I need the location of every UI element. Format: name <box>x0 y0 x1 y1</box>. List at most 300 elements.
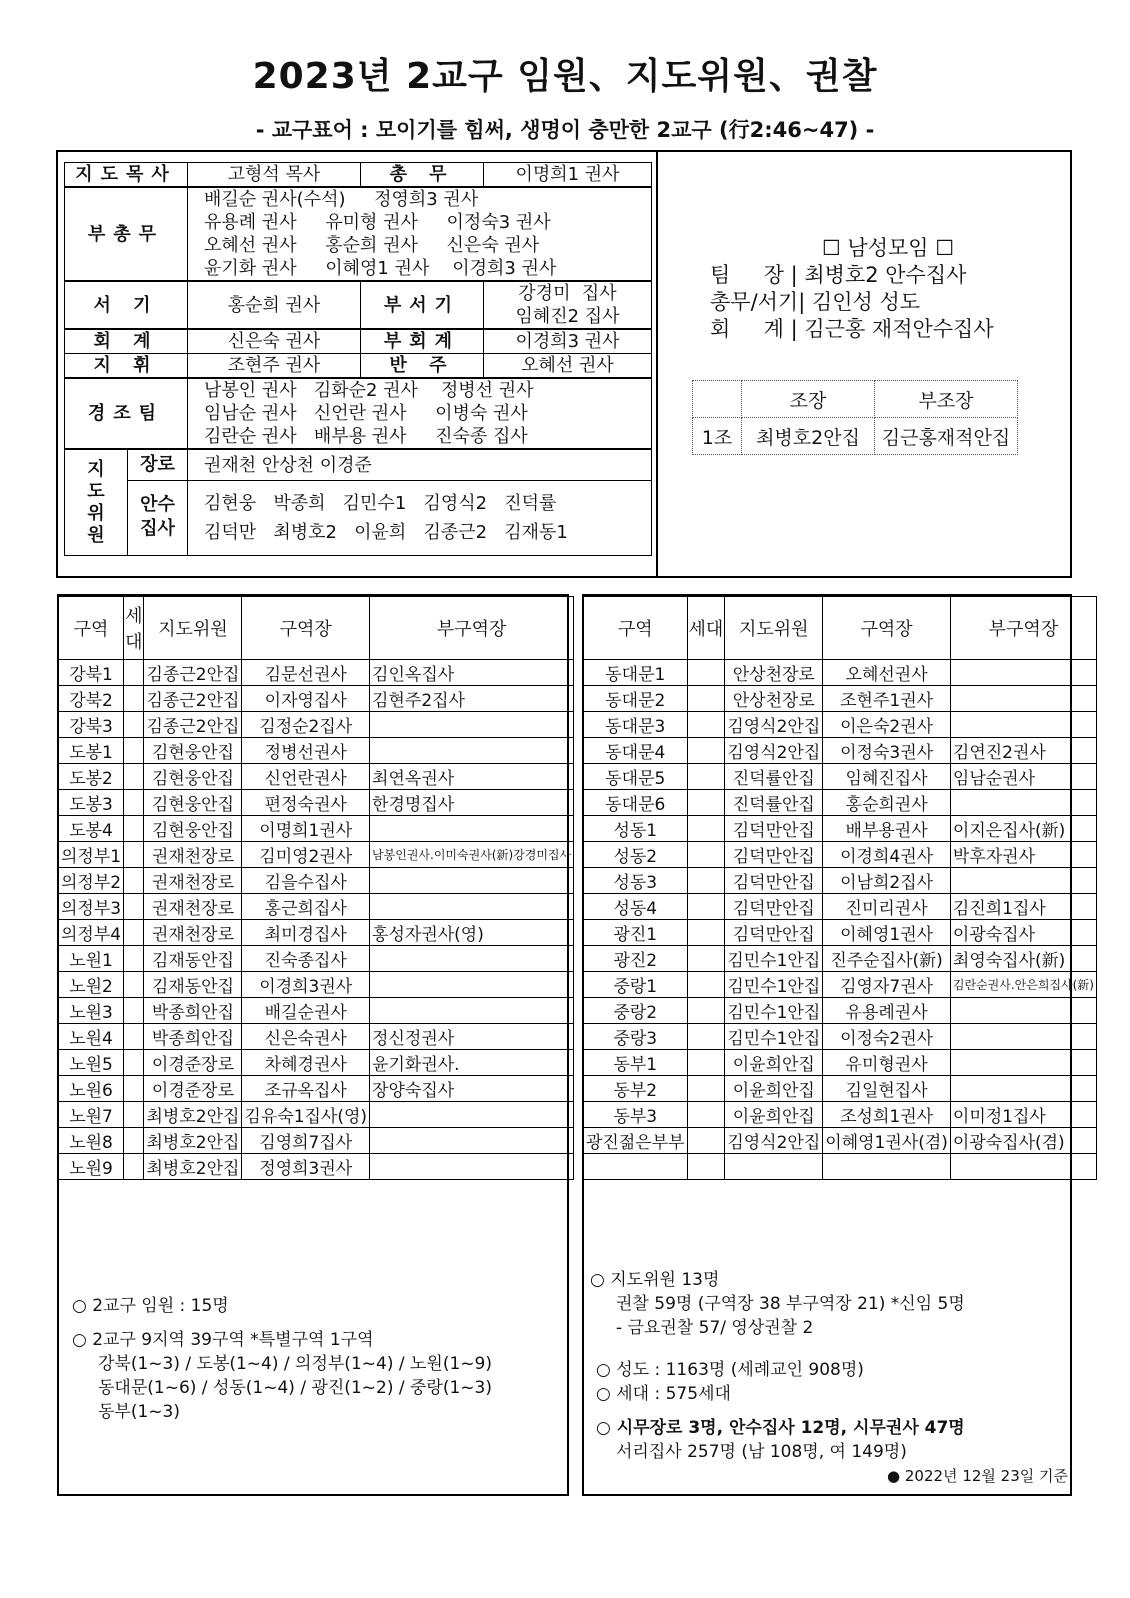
table-cell: 도봉4 <box>59 816 124 842</box>
advisors-header: 지 도 위 원 <box>65 450 128 555</box>
table-cell: 권재천장로 <box>144 842 242 868</box>
table-cell <box>370 712 574 738</box>
table-cell: 안상천장로 <box>725 686 823 712</box>
table-cell: 김종근2안집 <box>144 660 242 686</box>
left-district-table <box>58 596 574 1180</box>
table-row <box>584 1128 1097 1154</box>
officer-header: 경조팀 <box>65 378 188 449</box>
table-cell: 김인옥집사 <box>370 660 574 686</box>
table-cell: 김일현집사 <box>823 1076 951 1102</box>
officers-table <box>64 162 652 556</box>
table-cell <box>687 972 725 998</box>
page-title: 2023년 2교구 임원、지도위원、권찰 <box>252 56 878 97</box>
table-cell: 최미경집사 <box>242 920 370 946</box>
table-cell <box>370 998 574 1024</box>
note-line: 강북(1~3) / 도봉(1~4) / 의정부(1~4) / 노원(1~9) <box>98 1354 492 1374</box>
table-cell: 최연옥권사 <box>370 764 574 790</box>
table-row <box>59 920 574 946</box>
table-cell <box>950 790 1096 816</box>
table-cell: 박후자권사 <box>950 842 1096 868</box>
table-cell: 노원3 <box>59 998 124 1024</box>
table-cell: 성동4 <box>584 894 688 920</box>
table-cell: 배부용권사 <box>823 816 951 842</box>
table-cell <box>370 738 574 764</box>
table-cell <box>687 712 725 738</box>
table-cell: 김진희1집사 <box>950 894 1096 920</box>
table-cell: 배길순권사 <box>242 998 370 1024</box>
table-cell: 진미리권사 <box>823 894 951 920</box>
table-cell <box>124 946 144 972</box>
table-row <box>59 738 574 764</box>
table-cell: 동대문2 <box>584 686 688 712</box>
table-cell <box>687 894 725 920</box>
column-header: 구역 <box>584 597 688 660</box>
note-line: 동대문(1~6) / 성동(1~4) / 광진(1~2) / 중랑(1~3) <box>98 1378 492 1398</box>
table-cell: 조규옥집사 <box>242 1076 370 1102</box>
officer-header: 반 주 <box>361 354 484 379</box>
officer-value: 신은숙 권사 <box>188 329 361 354</box>
table-cell: 중랑1 <box>584 972 688 998</box>
table-cell: 장양숙집사 <box>370 1076 574 1102</box>
table-row <box>584 1050 1097 1076</box>
table-cell <box>687 816 725 842</box>
table-cell: 이미정1집사 <box>950 1102 1096 1128</box>
table-cell: 이윤희안집 <box>725 1076 823 1102</box>
table-cell: 이혜영1권사 <box>823 920 951 946</box>
mens-group <box>708 232 1108 343</box>
table-cell: 의정부2 <box>59 868 124 894</box>
table-cell: 이자영집사 <box>242 686 370 712</box>
table-cell: 김덕만안집 <box>725 868 823 894</box>
table-cell: 광진젊은부부 <box>584 1128 688 1154</box>
table-cell: 동대문5 <box>584 764 688 790</box>
table-cell <box>687 946 725 972</box>
table-cell: 성동3 <box>584 868 688 894</box>
officer-header: 지 휘 <box>65 354 188 379</box>
table-cell: 김연진2권사 <box>950 738 1096 764</box>
table-cell: 성동1 <box>584 816 688 842</box>
table-cell <box>687 738 725 764</box>
table-cell: 진덕률안집 <box>725 790 823 816</box>
table-cell: 김문선권사 <box>242 660 370 686</box>
table-cell: 동부1 <box>584 1050 688 1076</box>
mens-group-row: 회 계 | 김근홍 재적안수집사 <box>710 317 994 341</box>
table-cell: 김종근2안집 <box>144 686 242 712</box>
table-row <box>59 764 574 790</box>
table-cell: 도봉1 <box>59 738 124 764</box>
table-cell: 정영희3권사 <box>242 1154 370 1180</box>
elders-list: 권재천 안상천 이경준 <box>188 449 652 481</box>
column-header: 지도위원 <box>144 597 242 660</box>
note-line: ○ 성도 : 1163명 (세례교인 908명) <box>596 1360 864 1380</box>
table-cell: 동부3 <box>584 1102 688 1128</box>
right-district-table <box>583 596 1097 1180</box>
column-header: 세 대 <box>124 597 144 660</box>
note-line: 권찰 59명 (구역장 38 부구역장 21) *신임 5명 <box>616 1294 965 1314</box>
column-header: 지도위원 <box>725 597 823 660</box>
table-cell: 안상천장로 <box>725 660 823 686</box>
officer-header: 지도목사 <box>65 163 188 188</box>
table-row <box>59 1024 574 1050</box>
table-row <box>584 868 1097 894</box>
group-header: 조장 <box>742 381 875 418</box>
table-cell: 김영식2안집 <box>725 738 823 764</box>
table-row <box>584 790 1097 816</box>
left-notes <box>72 1294 562 1424</box>
table-row <box>59 686 574 712</box>
table-cell: 진덕률안집 <box>725 764 823 790</box>
table-cell <box>124 660 144 686</box>
table-row <box>59 1076 574 1102</box>
table-cell <box>124 764 144 790</box>
table-cell <box>950 1050 1096 1076</box>
note-line: ○ 지도위원 13명 <box>590 1270 720 1290</box>
table-cell <box>687 1128 725 1154</box>
table-cell: 김덕만안집 <box>725 920 823 946</box>
table-cell: 김현주2집사 <box>370 686 574 712</box>
table-cell <box>124 1050 144 1076</box>
table-row <box>59 1102 574 1128</box>
table-cell: 도봉2 <box>59 764 124 790</box>
elders-label: 장로 <box>128 450 187 481</box>
table-cell: 김영자7권사 <box>823 972 951 998</box>
table-cell <box>687 920 725 946</box>
table-cell: 유용례권사 <box>823 998 951 1024</box>
officer-value: 이경희3 권사 <box>484 329 652 354</box>
table-cell <box>124 1102 144 1128</box>
table-cell: 도봉3 <box>59 790 124 816</box>
table-cell <box>950 712 1096 738</box>
table-cell: 중랑2 <box>584 998 688 1024</box>
group-leader-table <box>692 380 1018 455</box>
table-row <box>59 660 574 686</box>
table-cell: 노원6 <box>59 1076 124 1102</box>
table-cell <box>950 998 1096 1024</box>
table-row <box>584 660 1097 686</box>
table-cell: 신언란권사 <box>242 764 370 790</box>
table-cell: 권재천장로 <box>144 920 242 946</box>
table-row <box>59 894 574 920</box>
table-cell <box>124 972 144 998</box>
table-cell: 조현주1권사 <box>823 686 951 712</box>
column-header: 구역 <box>59 597 124 660</box>
table-cell: 노원2 <box>59 972 124 998</box>
table-cell <box>687 764 725 790</box>
table-cell: 임남순권사 <box>950 764 1096 790</box>
table-cell: 이윤희안집 <box>725 1050 823 1076</box>
group-cell: 김근홍재적안집 <box>875 418 1018 455</box>
table-cell <box>124 686 144 712</box>
table-cell: 차혜경권사 <box>242 1050 370 1076</box>
table-cell: 광진2 <box>584 946 688 972</box>
table-cell <box>950 1024 1096 1050</box>
officer-value: 남봉인 권사 김화순2 권사 정병선 권사 임남순 권사 신언란 권사 이병숙 권사 김란순 권사 배부용 권사 진숙종 집사 <box>188 378 652 449</box>
table-cell <box>370 868 574 894</box>
table-cell: 노원1 <box>59 946 124 972</box>
table-row <box>59 842 574 868</box>
table-row <box>584 842 1097 868</box>
table-cell: 김을수집사 <box>242 868 370 894</box>
table-cell: 오혜선권사 <box>823 660 951 686</box>
table-cell: 이윤희안집 <box>725 1102 823 1128</box>
table-cell: 이광숙집사 <box>950 920 1096 946</box>
table-cell <box>124 1076 144 1102</box>
table-row <box>59 868 574 894</box>
table-cell: 박종희안집 <box>144 1024 242 1050</box>
table-cell: 정신정권사 <box>370 1024 574 1050</box>
table-cell: 강북2 <box>59 686 124 712</box>
table-cell: 임혜진집사 <box>823 764 951 790</box>
table-cell <box>687 998 725 1024</box>
table-cell: 광진1 <box>584 920 688 946</box>
table-cell <box>370 1128 574 1154</box>
table-cell <box>370 1154 574 1180</box>
table-cell: 이정숙2권사 <box>823 1024 951 1050</box>
table-cell: 김민수1안집 <box>725 972 823 998</box>
table-cell <box>124 1024 144 1050</box>
table-cell: 노원5 <box>59 1050 124 1076</box>
table-cell: 신은숙권사 <box>242 1024 370 1050</box>
table-cell: 최병호2안집 <box>144 1154 242 1180</box>
table-cell <box>725 1154 823 1180</box>
table-cell: 김덕만안집 <box>725 842 823 868</box>
table-cell: 김현웅안집 <box>144 738 242 764</box>
table-cell <box>124 868 144 894</box>
table-cell <box>370 972 574 998</box>
table-cell: 김유숙1집사(영) <box>242 1102 370 1128</box>
table-row <box>584 1024 1097 1050</box>
table-cell: 동대문4 <box>584 738 688 764</box>
officer-value: 강경미 집사 임혜진2 집사 <box>484 281 652 329</box>
table-cell: 김영식2안집 <box>725 712 823 738</box>
table-cell: 이광숙집사(겸) <box>950 1128 1096 1154</box>
officers-box <box>56 150 1072 578</box>
deacons-list: 김현웅 박종희 김민수1 김영식2 진덕률 김덕만 최병호2 이윤희 김종근2 김재동1 <box>188 481 652 556</box>
note-line: 동부(1~3) <box>98 1402 180 1422</box>
deacons-label: 안수 집사 <box>140 494 175 539</box>
table-row <box>584 686 1097 712</box>
table-cell: 이혜영1권사(겸) <box>823 1128 951 1154</box>
table-cell: 김종근2안집 <box>144 712 242 738</box>
table-cell: 진주순집사(新) <box>823 946 951 972</box>
table-row <box>584 816 1097 842</box>
table-cell: 김영희7집사 <box>242 1128 370 1154</box>
note-line: 서리집사 257명 (남 108명, 여 149명) <box>616 1442 907 1462</box>
table-cell: 김재동안집 <box>144 946 242 972</box>
table-cell <box>124 1154 144 1180</box>
table-cell: 이정숙3권사 <box>823 738 951 764</box>
right-notes <box>590 1268 1068 1488</box>
table-cell: 이경준장로 <box>144 1076 242 1102</box>
table-cell <box>687 1154 725 1180</box>
table-cell: 김민수1안집 <box>725 946 823 972</box>
table-cell: 김덕만안집 <box>725 816 823 842</box>
table-cell <box>687 1050 725 1076</box>
table-cell <box>124 842 144 868</box>
table-row <box>59 1128 574 1154</box>
table-cell: 강북1 <box>59 660 124 686</box>
table-row <box>59 790 574 816</box>
table-cell: 노원9 <box>59 1154 124 1180</box>
table-cell: 한경명집사 <box>370 790 574 816</box>
table-row <box>584 1076 1097 1102</box>
table-cell: 김란순권사.안은희집사(新) <box>950 972 1096 998</box>
table-cell: 유미형권사 <box>823 1050 951 1076</box>
table-cell: 강북3 <box>59 712 124 738</box>
table-cell: 동대문1 <box>584 660 688 686</box>
table-row <box>59 712 574 738</box>
table-cell: 김현웅안집 <box>144 816 242 842</box>
table-cell <box>370 816 574 842</box>
note-line: ○ 2교구 9지역 39구역 *특별구역 1구역 <box>72 1330 374 1350</box>
table-cell: 노원4 <box>59 1024 124 1050</box>
table-row <box>59 1154 574 1180</box>
table-cell <box>950 660 1096 686</box>
table-cell: 동대문3 <box>584 712 688 738</box>
note-line: ○ 세대 : 575세대 <box>596 1384 731 1404</box>
column-header: 세대 <box>687 597 725 660</box>
table-row <box>59 972 574 998</box>
table-cell: 박종희안집 <box>144 998 242 1024</box>
table-cell <box>687 868 725 894</box>
mens-group-title: ☐ 남성모임 ☐ <box>821 236 955 260</box>
table-cell: 노원7 <box>59 1102 124 1128</box>
motto: - 교구표어 : 모이기를 힘써, 생명이 충만한 2교구 (行2:46~47) - <box>255 118 875 142</box>
table-cell <box>124 738 144 764</box>
mens-group-row: 팀 장 | 최병호2 안수집사 <box>710 263 967 287</box>
table-cell: 김민수1안집 <box>725 1024 823 1050</box>
table-row <box>584 894 1097 920</box>
table-cell: 김영식2안집 <box>725 1128 823 1154</box>
table-cell <box>370 894 574 920</box>
table-row <box>584 1154 1097 1180</box>
column-header: 구역장 <box>823 597 951 660</box>
column-header: 부구역장 <box>370 597 574 660</box>
table-cell: 진숙종집사 <box>242 946 370 972</box>
table-cell: 홍순희권사 <box>823 790 951 816</box>
table-cell: 김현웅안집 <box>144 790 242 816</box>
table-cell: 권재천장로 <box>144 868 242 894</box>
table-cell: 동부2 <box>584 1076 688 1102</box>
table-cell <box>823 1154 951 1180</box>
table-row <box>584 998 1097 1024</box>
table-cell: 편정숙권사 <box>242 790 370 816</box>
table-row <box>584 920 1097 946</box>
table-cell: 노원8 <box>59 1128 124 1154</box>
table-cell: 이경희3권사 <box>242 972 370 998</box>
table-cell <box>124 816 144 842</box>
reference-date: ● 2022년 12월 23일 기준 <box>887 1467 1068 1485</box>
officer-header: 서 기 <box>65 281 188 329</box>
table-row <box>59 946 574 972</box>
table-cell: 이명희1권사 <box>242 816 370 842</box>
table-cell <box>687 660 725 686</box>
table-cell: 홍성자권사(영) <box>370 920 574 946</box>
table-cell: 남봉인권사.이미숙권사(新)강경미집사 <box>370 842 574 868</box>
table-row <box>584 764 1097 790</box>
table-row <box>59 1050 574 1076</box>
table-cell: 이경희4권사 <box>823 842 951 868</box>
note-line: ○ 시무장로 3명, 안수집사 12명, 시무권사 47명 <box>596 1418 965 1438</box>
table-cell <box>370 1102 574 1128</box>
table-cell <box>950 1076 1096 1102</box>
table-cell <box>124 1128 144 1154</box>
table-cell: 최병호2안집 <box>144 1102 242 1128</box>
table-cell <box>124 790 144 816</box>
officer-value: 배길순 권사(수석) 정영희3 권사 유용례 권사 유미형 권사 이정숙3 권사 오혜선 권사 홍순희 권사 신은숙 권사 윤기화 권사 이혜영1 권사 이경희3 권사 <box>188 187 652 281</box>
officer-header: 부서기 <box>361 281 484 329</box>
group-cell: 최병호2안집 <box>742 418 875 455</box>
table-cell: 김민수1안집 <box>725 998 823 1024</box>
table-cell: 의정부3 <box>59 894 124 920</box>
table-cell: 최병호2안집 <box>144 1128 242 1154</box>
table-cell: 중랑3 <box>584 1024 688 1050</box>
officer-value: 조현주 권사 <box>188 354 361 379</box>
table-cell <box>124 712 144 738</box>
table-cell: 동대문6 <box>584 790 688 816</box>
table-cell <box>687 1076 725 1102</box>
officer-header: 부회계 <box>361 329 484 354</box>
mens-group-row: 총무/서기| 김인성 성도 <box>710 290 921 314</box>
table-cell: 최영숙집사(新) <box>950 946 1096 972</box>
table-cell: 김정순2집사 <box>242 712 370 738</box>
table-cell <box>687 1024 725 1050</box>
table-cell: 이지은집사(新) <box>950 816 1096 842</box>
table-cell: 김덕만안집 <box>725 894 823 920</box>
table-cell <box>950 868 1096 894</box>
note-line: - 금요권찰 57/ 영상권찰 2 <box>616 1318 814 1338</box>
officer-header: 부총무 <box>65 187 188 281</box>
table-cell: 의정부4 <box>59 920 124 946</box>
table-row <box>584 946 1097 972</box>
table-row <box>584 738 1097 764</box>
table-cell: 의정부1 <box>59 842 124 868</box>
table-cell: 이은숙2권사 <box>823 712 951 738</box>
table-cell <box>124 998 144 1024</box>
table-cell: 정병선권사 <box>242 738 370 764</box>
table-cell: 이경준장로 <box>144 1050 242 1076</box>
group-cell: 1조 <box>693 418 742 455</box>
table-cell: 조성희1권사 <box>823 1102 951 1128</box>
note-line: ○ 2교구 임원 : 15명 <box>72 1296 229 1316</box>
table-row <box>59 816 574 842</box>
column-header: 부구역장 <box>950 597 1096 660</box>
table-cell: 권재천장로 <box>144 894 242 920</box>
table-cell: 김현웅안집 <box>144 764 242 790</box>
table-cell <box>687 1102 725 1128</box>
table-cell: 윤기화권사. <box>370 1050 574 1076</box>
table-cell <box>687 686 725 712</box>
table-cell <box>950 686 1096 712</box>
table-cell <box>950 1154 1096 1180</box>
table-row <box>584 1102 1097 1128</box>
table-cell: 김재동안집 <box>144 972 242 998</box>
group-header: 부조장 <box>875 381 1018 418</box>
officer-header: 총 무 <box>361 163 484 188</box>
officer-value: 홍순희 권사 <box>188 281 361 329</box>
table-row <box>584 972 1097 998</box>
column-header: 구역장 <box>242 597 370 660</box>
table-cell: 홍근희집사 <box>242 894 370 920</box>
table-row <box>59 998 574 1024</box>
table-cell: 김미영2권사 <box>242 842 370 868</box>
table-row <box>584 712 1097 738</box>
officer-value: 오혜선 권사 <box>484 354 652 379</box>
table-cell: 성동2 <box>584 842 688 868</box>
table-cell <box>124 920 144 946</box>
officer-value: 고형석 목사 <box>188 163 361 188</box>
officer-value: 이명희1 권사 <box>484 163 652 188</box>
